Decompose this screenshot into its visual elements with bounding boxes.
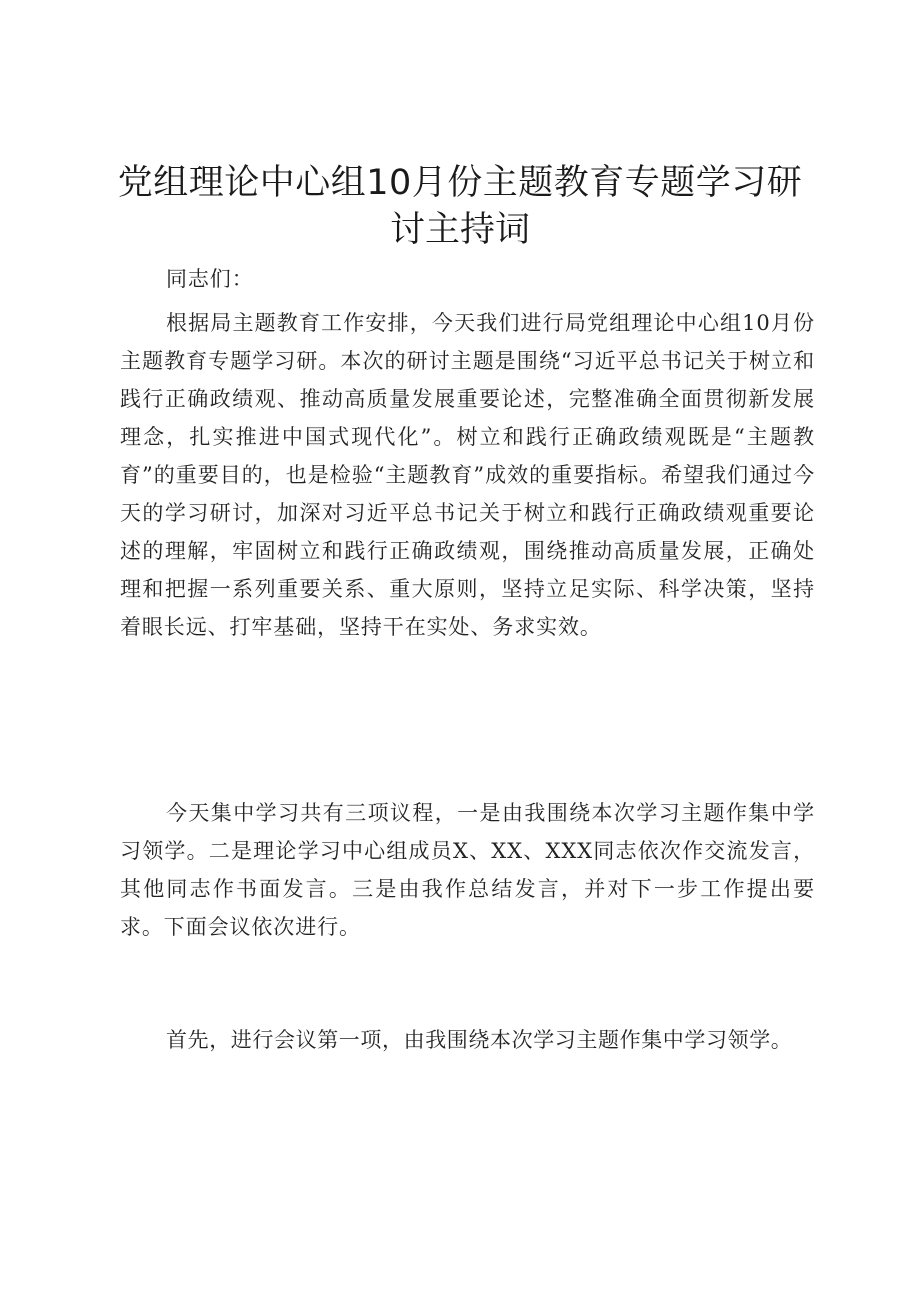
document-title-line-2: 讨主持词 [389, 210, 530, 250]
salutation: 同志们： [166, 267, 254, 291]
paragraph-agenda: 今天集中学习共有三项议程，一是由我围绕本次学习主题作集中学习领学。二是理论学习中心组成员X、XX、XXX同志依次作交流发言，其他同志作书面发言。三是由我作总结发言，并对下一步工作提出要求。下面会议依次进行。 [120, 801, 815, 939]
document-title-line-1: 党组理论中心组10月份主题教育专题学习研 [117, 163, 803, 203]
paragraph-first-item: 首先，进行会议第一项，由我围绕本次学习主题作集中学习领学。 [166, 1028, 793, 1052]
paragraph-intro: 根据局主题教育工作安排，今天我们进行局党组理论中心组10月份主题教育专题学习研。本次的研讨主题是围绕“习近平总书记关于树立和践行正确政绩观、推动高质量发展重要论述，完整准确全面贯彻新发展理念，扎实推进中国式现代化”。树立和践行正确政绩观既是“主题教育”的重要目的，也是检验“主题教育”成效的重要指标。希望我们通过今天的学习研讨，加深对习近平总书记关于树立和践行正确政绩观重要论述的理解，牢固树立和践行正确政绩观，围绕推动高质量发展，正确处理和把握一系列重要关系、重大原则，坚持立足实际、科学决策，坚持着眼长远、打牢基础，坚持干在实处、务求实效。 [120, 311, 815, 639]
